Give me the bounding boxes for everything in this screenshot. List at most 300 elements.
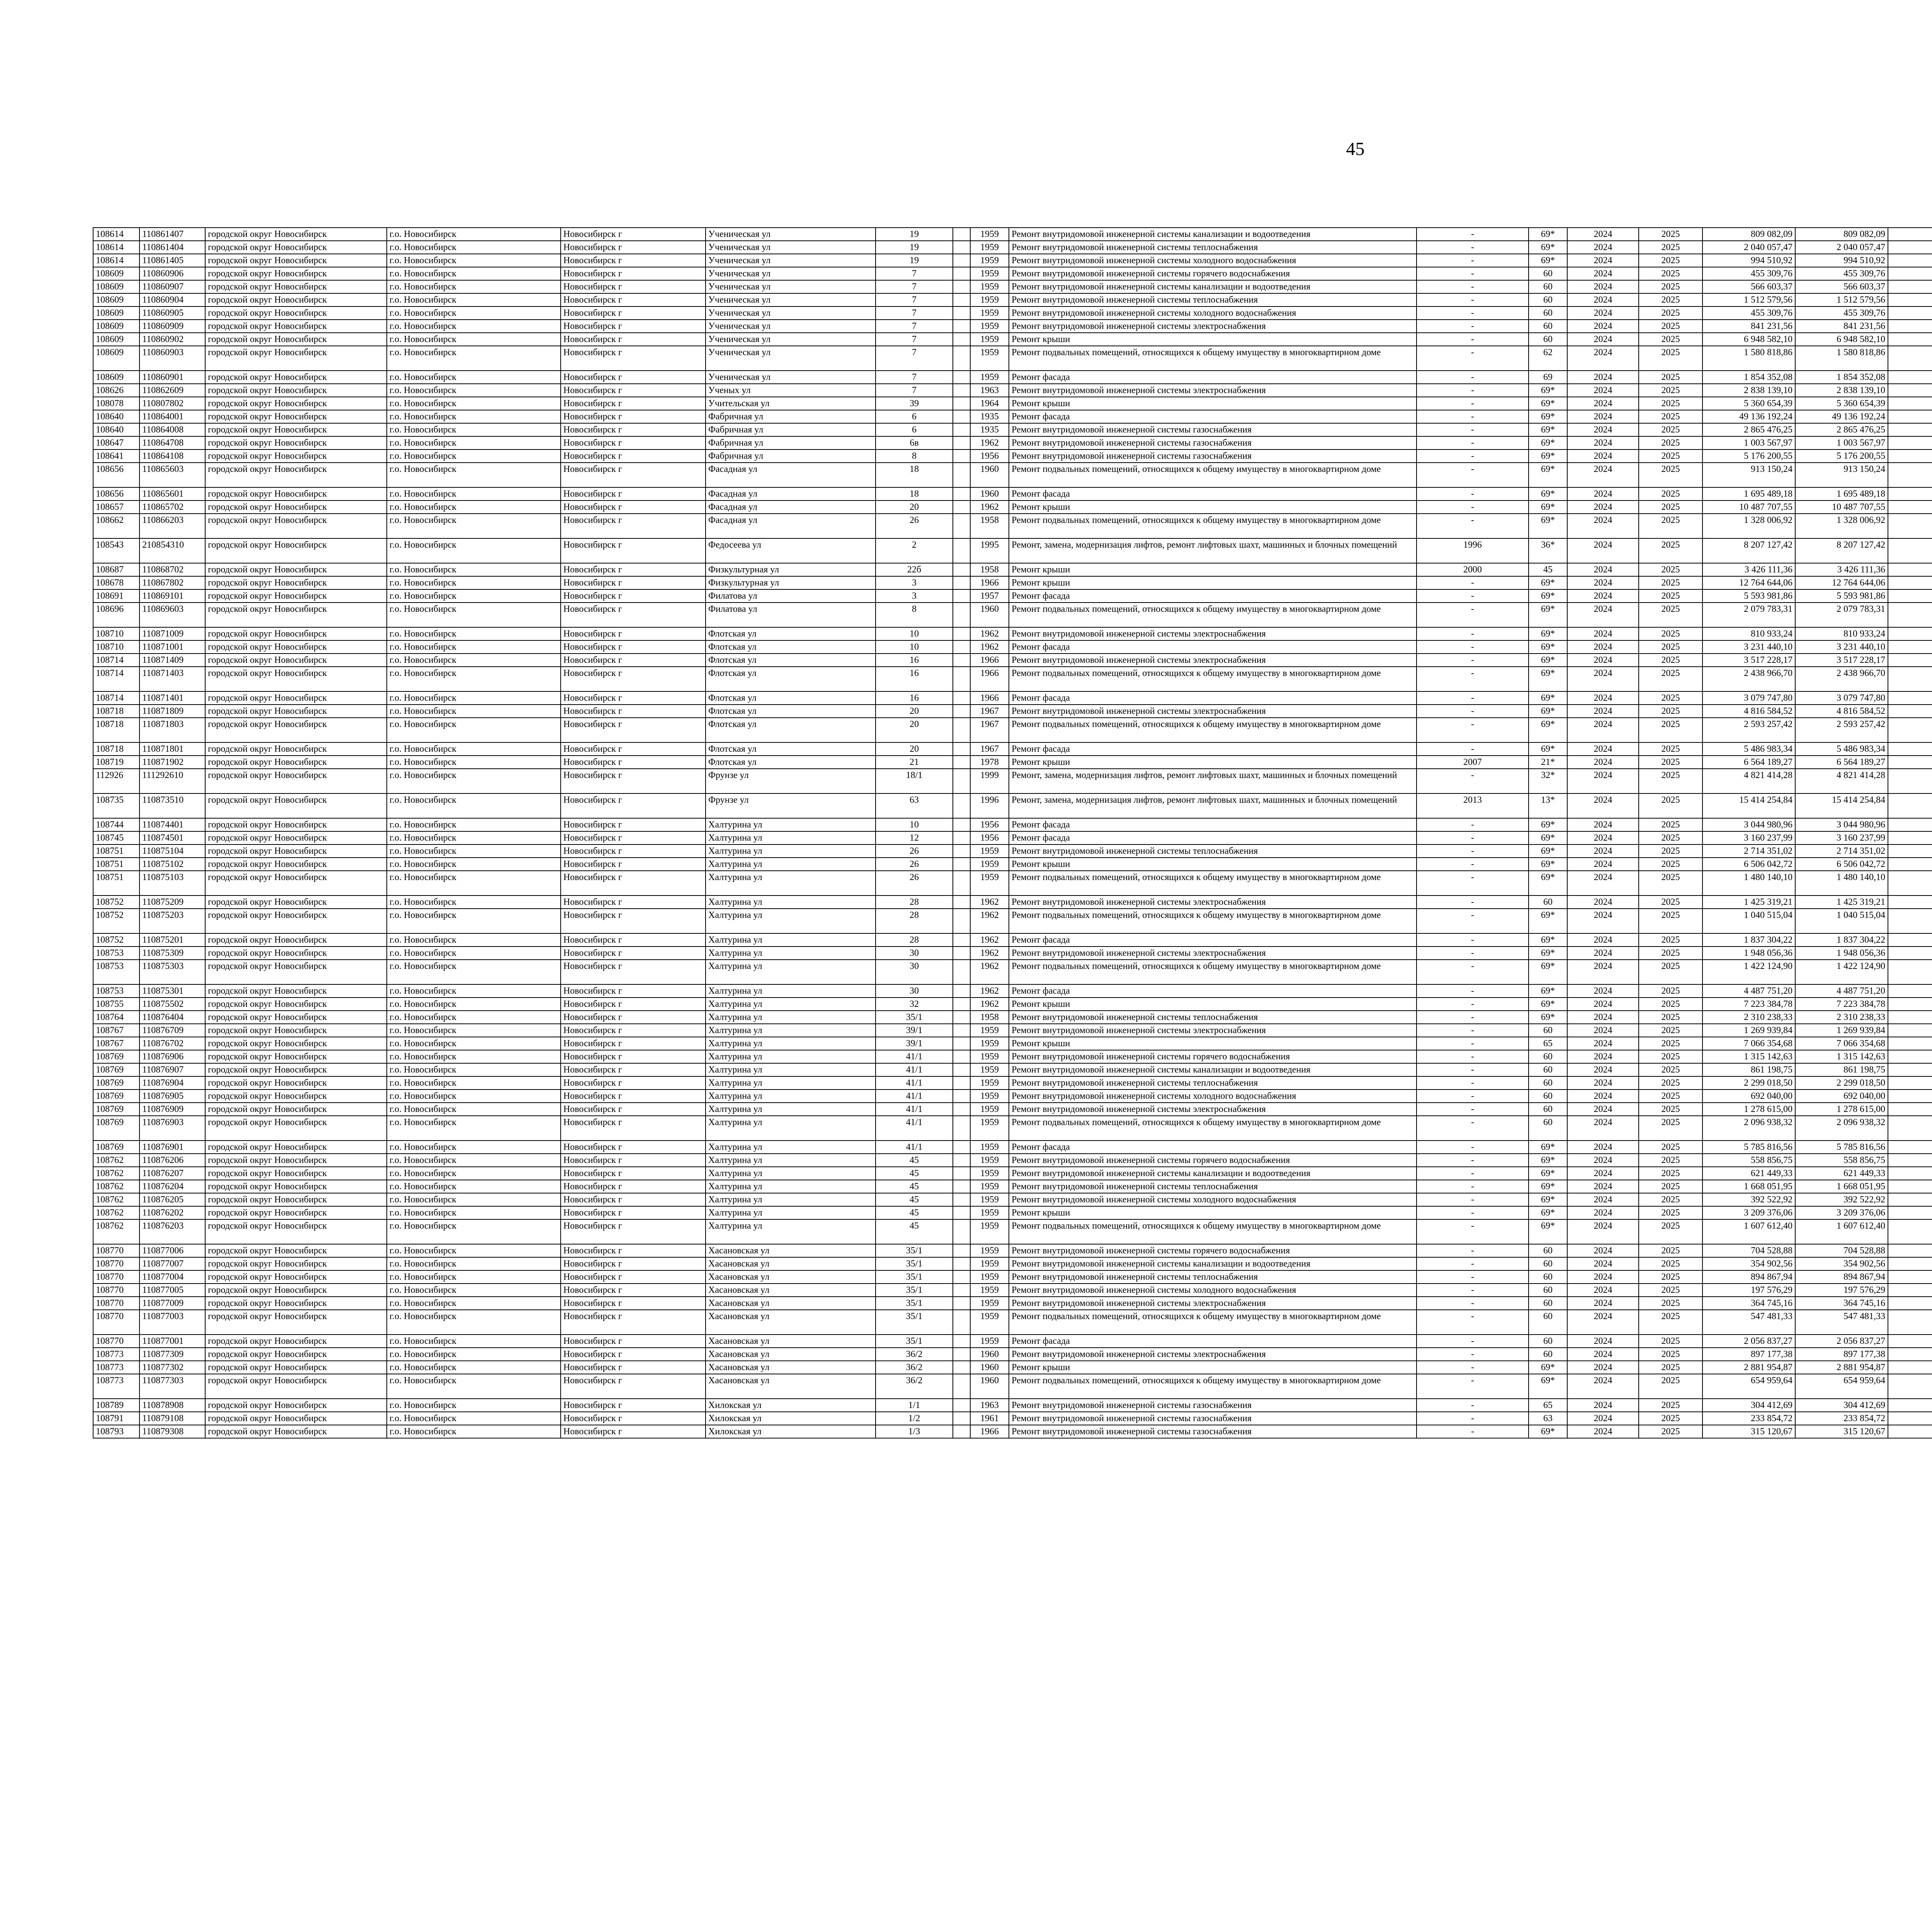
cell-house-number: 41/1 xyxy=(876,1050,953,1063)
cell-locality: Новосибирск г xyxy=(561,831,706,844)
cell-total-cost: 4 821 414,28 xyxy=(1702,769,1795,793)
cell-work-type: Ремонт крыши xyxy=(1009,858,1417,871)
cell-fund-cost: 1 269 939,84 xyxy=(1795,1024,1888,1037)
cell-plan-year-end: 2025 xyxy=(1639,756,1702,769)
cell-last-repair-year: - xyxy=(1417,280,1529,293)
cell-city-district: г.о. Новосибирск xyxy=(387,691,561,705)
cell-house-number: 1/2 xyxy=(876,1412,953,1425)
cell-wear-percent: 45 xyxy=(1529,563,1567,576)
cell-plan-year-start: 2024 xyxy=(1567,1180,1639,1193)
cell-house-number: 35/1 xyxy=(876,1270,953,1284)
cell-house-number: 1/3 xyxy=(876,1425,953,1438)
cell-year-built: 1999 xyxy=(970,769,1009,793)
cell-street: Ученическая ул xyxy=(706,228,876,241)
cell-work-type: Ремонт внутридомовой инженерной системы канализации и водоотведения xyxy=(1009,1257,1417,1270)
cell-street: Флотская ул xyxy=(706,691,876,705)
cell-locality: Новосибирск г xyxy=(561,1270,706,1284)
cell-house-id: 108609 xyxy=(93,320,139,333)
cell-year-built: 1960 xyxy=(970,487,1009,501)
cell-house-number: 3 xyxy=(876,576,953,589)
cell-work-type: Ремонт внутридомовой инженерной системы канализации и водоотведения xyxy=(1009,280,1417,293)
cell-building xyxy=(953,1050,970,1063)
cell-building xyxy=(953,267,970,280)
cell-wear-percent: 69* xyxy=(1529,241,1567,254)
cell-plan-year-end: 2025 xyxy=(1639,280,1702,293)
cell-locality: Новосибирск г xyxy=(561,1090,706,1103)
cell-wear-percent: 36* xyxy=(1529,538,1567,563)
cell-year-built: 1956 xyxy=(970,449,1009,463)
cell-municipality: городской округ Новосибирск xyxy=(205,960,387,984)
cell-wear-percent: 69* xyxy=(1529,933,1567,947)
cell-fund-cost: 1 328 006,92 xyxy=(1795,514,1888,538)
cell-budget-federal xyxy=(1888,1219,1932,1244)
cell-plan-year-start: 2024 xyxy=(1567,718,1639,742)
cell-city-district: г.о. Новосибирск xyxy=(387,1374,561,1399)
table-row xyxy=(93,280,1932,293)
cell-last-repair-year: - xyxy=(1417,463,1529,487)
cell-work-type: Ремонт крыши xyxy=(1009,1037,1417,1050)
cell-plan-year-end: 2025 xyxy=(1639,705,1702,718)
cell-budget-federal xyxy=(1888,1141,1932,1154)
cell-year-built: 1959 xyxy=(970,1050,1009,1063)
table-row xyxy=(93,1011,1932,1024)
cell-year-built: 1960 xyxy=(970,1348,1009,1361)
cell-fund-cost: 15 414 254,84 xyxy=(1795,793,1888,818)
cell-plan-year-start: 2024 xyxy=(1567,1374,1639,1399)
cell-work-id: 110873510 xyxy=(139,793,205,818)
cell-year-built: 1959 xyxy=(970,1063,1009,1076)
cell-locality: Новосибирск г xyxy=(561,436,706,449)
cell-house-number: 45 xyxy=(876,1193,953,1206)
cell-locality: Новосибирск г xyxy=(561,514,706,538)
cell-building xyxy=(953,306,970,320)
cell-last-repair-year: - xyxy=(1417,436,1529,449)
cell-street: Фасадная ул xyxy=(706,514,876,538)
cell-city-district: г.о. Новосибирск xyxy=(387,576,561,589)
table-row xyxy=(93,947,1932,960)
table-row xyxy=(93,603,1932,627)
cell-work-id: 110871902 xyxy=(139,756,205,769)
cell-locality: Новосибирск г xyxy=(561,1219,706,1244)
table-row xyxy=(93,293,1932,306)
cell-total-cost: 10 487 707,55 xyxy=(1702,501,1795,514)
cell-budget-federal xyxy=(1888,1103,1932,1116)
cell-budget-federal xyxy=(1888,1011,1932,1024)
cell-work-id: 110876904 xyxy=(139,1076,205,1090)
cell-street: Хасановская ул xyxy=(706,1335,876,1348)
cell-work-id: 110864108 xyxy=(139,449,205,463)
cell-wear-percent: 69* xyxy=(1529,384,1567,397)
cell-city-district: г.о. Новосибирск xyxy=(387,640,561,654)
cell-year-built: 1962 xyxy=(970,933,1009,947)
cell-budget-federal xyxy=(1888,267,1932,280)
cell-street: Халтурина ул xyxy=(706,998,876,1011)
table-row xyxy=(93,691,1932,705)
cell-last-repair-year: - xyxy=(1417,818,1529,831)
cell-building xyxy=(953,463,970,487)
cell-plan-year-end: 2025 xyxy=(1639,640,1702,654)
cell-budget-federal xyxy=(1888,818,1932,831)
cell-budget-federal xyxy=(1888,1348,1932,1361)
cell-total-cost: 8 207 127,42 xyxy=(1702,538,1795,563)
cell-municipality: городской округ Новосибирск xyxy=(205,1425,387,1438)
cell-building xyxy=(953,1167,970,1180)
cell-building xyxy=(953,603,970,627)
cell-budget-federal xyxy=(1888,640,1932,654)
cell-municipality: городской округ Новосибирск xyxy=(205,909,387,933)
cell-street: Халтурина ул xyxy=(706,1024,876,1037)
cell-wear-percent: 60 xyxy=(1529,320,1567,333)
cell-year-built: 1964 xyxy=(970,397,1009,410)
cell-city-district: г.о. Новосибирск xyxy=(387,449,561,463)
table-row xyxy=(93,241,1932,254)
cell-plan-year-end: 2025 xyxy=(1639,1335,1702,1348)
cell-budget-federal xyxy=(1888,984,1932,998)
cell-locality: Новосибирск г xyxy=(561,1037,706,1050)
cell-last-repair-year: - xyxy=(1417,1399,1529,1412)
cell-house-id: 108769 xyxy=(93,1141,139,1154)
cell-work-id: 110860907 xyxy=(139,280,205,293)
cell-plan-year-end: 2025 xyxy=(1639,563,1702,576)
cell-budget-federal xyxy=(1888,933,1932,947)
cell-plan-year-end: 2025 xyxy=(1639,1270,1702,1284)
cell-wear-percent: 32* xyxy=(1529,769,1567,793)
cell-house-id: 108609 xyxy=(93,267,139,280)
cell-house-id: 108770 xyxy=(93,1270,139,1284)
cell-work-type: Ремонт внутридомовой инженерной системы электроснабжения xyxy=(1009,384,1417,397)
cell-house-number: 18/1 xyxy=(876,769,953,793)
cell-city-district: г.о. Новосибирск xyxy=(387,423,561,436)
cell-municipality: городской округ Новосибирск xyxy=(205,718,387,742)
cell-work-type: Ремонт подвальных помещений, относящихся к общему имуществу в многоквартирном доме xyxy=(1009,1219,1417,1244)
cell-house-number: 22б xyxy=(876,563,953,576)
cell-year-built: 1957 xyxy=(970,589,1009,603)
cell-work-type: Ремонт внутридомовой инженерной системы теплоснабжения xyxy=(1009,241,1417,254)
cell-year-built: 1962 xyxy=(970,909,1009,933)
cell-building xyxy=(953,947,970,960)
cell-house-id: 108753 xyxy=(93,960,139,984)
cell-house-id: 108762 xyxy=(93,1154,139,1167)
cell-municipality: городской округ Новосибирск xyxy=(205,998,387,1011)
cell-budget-federal xyxy=(1888,1090,1932,1103)
table-row xyxy=(93,1361,1932,1374)
cell-budget-federal xyxy=(1888,947,1932,960)
cell-work-id: 110865702 xyxy=(139,501,205,514)
cell-city-district: г.о. Новосибирск xyxy=(387,705,561,718)
cell-municipality: городской округ Новосибирск xyxy=(205,1180,387,1193)
cell-street: Халтурина ул xyxy=(706,1076,876,1090)
cell-plan-year-start: 2024 xyxy=(1567,1103,1639,1116)
cell-last-repair-year: - xyxy=(1417,501,1529,514)
cell-municipality: городской округ Новосибирск xyxy=(205,1335,387,1348)
cell-last-repair-year: - xyxy=(1417,293,1529,306)
cell-plan-year-start: 2024 xyxy=(1567,280,1639,293)
cell-total-cost: 2 299 018,50 xyxy=(1702,1076,1795,1090)
cell-plan-year-end: 2025 xyxy=(1639,384,1702,397)
cell-budget-federal xyxy=(1888,769,1932,793)
cell-municipality: городской округ Новосибирск xyxy=(205,576,387,589)
cell-house-number: 1/1 xyxy=(876,1399,953,1412)
cell-house-number: 35/1 xyxy=(876,1011,953,1024)
cell-wear-percent: 60 xyxy=(1529,1335,1567,1348)
cell-total-cost: 1 003 567,97 xyxy=(1702,436,1795,449)
cell-wear-percent: 65 xyxy=(1529,1037,1567,1050)
cell-city-district: г.о. Новосибирск xyxy=(387,228,561,241)
cell-municipality: городской округ Новосибирск xyxy=(205,793,387,818)
cell-wear-percent: 69* xyxy=(1529,436,1567,449)
cell-plan-year-start: 2024 xyxy=(1567,384,1639,397)
cell-street: Халтурина ул xyxy=(706,1180,876,1193)
cell-city-district: г.о. Новосибирск xyxy=(387,1076,561,1090)
cell-plan-year-start: 2024 xyxy=(1567,947,1639,960)
table-row xyxy=(93,371,1932,384)
cell-plan-year-start: 2024 xyxy=(1567,793,1639,818)
cell-street: Ученическая ул xyxy=(706,320,876,333)
cell-year-built: 1959 xyxy=(970,858,1009,871)
cell-budget-federal xyxy=(1888,627,1932,640)
cell-plan-year-end: 2025 xyxy=(1639,718,1702,742)
cell-plan-year-end: 2025 xyxy=(1639,1141,1702,1154)
cell-last-repair-year: - xyxy=(1417,1050,1529,1063)
cell-last-repair-year: - xyxy=(1417,1011,1529,1024)
cell-fund-cost: 2 714 351,02 xyxy=(1795,844,1888,858)
cell-locality: Новосибирск г xyxy=(561,320,706,333)
cell-total-cost: 3 517 228,17 xyxy=(1702,654,1795,667)
cell-plan-year-start: 2024 xyxy=(1567,1090,1639,1103)
cell-house-id: 108770 xyxy=(93,1335,139,1348)
cell-locality: Новосибирск г xyxy=(561,947,706,960)
cell-work-type: Ремонт внутридомовой инженерной системы теплоснабжения xyxy=(1009,1011,1417,1024)
cell-work-id: 110876207 xyxy=(139,1167,205,1180)
cell-last-repair-year: - xyxy=(1417,346,1529,371)
cell-house-number: 41/1 xyxy=(876,1116,953,1141)
cell-municipality: городской округ Новосибирск xyxy=(205,654,387,667)
cell-street: Ученическая ул xyxy=(706,333,876,346)
cell-building xyxy=(953,1011,970,1024)
cell-street: Халтурина ул xyxy=(706,1141,876,1154)
cell-street: Хасановская ул xyxy=(706,1297,876,1310)
cell-house-id: 108640 xyxy=(93,423,139,436)
cell-last-repair-year: - xyxy=(1417,718,1529,742)
cell-work-type: Ремонт фасада xyxy=(1009,933,1417,947)
cell-municipality: городской округ Новосибирск xyxy=(205,603,387,627)
cell-wear-percent: 69* xyxy=(1529,654,1567,667)
cell-year-built: 1962 xyxy=(970,896,1009,909)
cell-year-built: 1960 xyxy=(970,463,1009,487)
cell-fund-cost: 1 948 056,36 xyxy=(1795,947,1888,960)
cell-year-built: 1959 xyxy=(970,267,1009,280)
cell-last-repair-year: - xyxy=(1417,844,1529,858)
cell-city-district: г.о. Новосибирск xyxy=(387,984,561,998)
cell-work-type: Ремонт подвальных помещений, относящихся к общему имуществу в многоквартирном доме xyxy=(1009,960,1417,984)
cell-city-district: г.о. Новосибирск xyxy=(387,514,561,538)
table-row xyxy=(93,818,1932,831)
cell-plan-year-start: 2024 xyxy=(1567,871,1639,896)
table-row xyxy=(93,627,1932,640)
cell-house-number: 20 xyxy=(876,742,953,756)
cell-plan-year-end: 2025 xyxy=(1639,960,1702,984)
cell-house-number: 6 xyxy=(876,423,953,436)
cell-house-id: 108751 xyxy=(93,844,139,858)
cell-municipality: городской округ Новосибирск xyxy=(205,589,387,603)
cell-building xyxy=(953,871,970,896)
cell-street: Хилокская ул xyxy=(706,1399,876,1412)
cell-work-type: Ремонт подвальных помещений, относящихся к общему имуществу в многоквартирном доме xyxy=(1009,1310,1417,1335)
cell-locality: Новосибирск г xyxy=(561,1361,706,1374)
cell-total-cost: 1 837 304,22 xyxy=(1702,933,1795,947)
cell-plan-year-start: 2024 xyxy=(1567,769,1639,793)
cell-city-district: г.о. Новосибирск xyxy=(387,1335,561,1348)
cell-municipality: городской округ Новосибирск xyxy=(205,1257,387,1270)
cell-house-id: 108609 xyxy=(93,371,139,384)
cell-house-id: 108656 xyxy=(93,463,139,487)
table-row xyxy=(93,1244,1932,1257)
cell-wear-percent: 69* xyxy=(1529,1193,1567,1206)
cell-work-id: 110877004 xyxy=(139,1270,205,1284)
cell-house-number: 35/1 xyxy=(876,1310,953,1335)
cell-last-repair-year: - xyxy=(1417,603,1529,627)
cell-work-id: 110876901 xyxy=(139,1141,205,1154)
cell-street: Физкультурная ул xyxy=(706,576,876,589)
cell-street: Халтурина ул xyxy=(706,984,876,998)
cell-last-repair-year: - xyxy=(1417,1425,1529,1438)
cell-city-district: г.о. Новосибирск xyxy=(387,667,561,691)
cell-fund-cost: 841 231,56 xyxy=(1795,320,1888,333)
cell-fund-cost: 1 278 615,00 xyxy=(1795,1103,1888,1116)
cell-house-number: 36/2 xyxy=(876,1374,953,1399)
cell-budget-federal xyxy=(1888,1310,1932,1335)
table-row xyxy=(93,538,1932,563)
cell-plan-year-start: 2024 xyxy=(1567,333,1639,346)
cell-municipality: городской округ Новосибирск xyxy=(205,1116,387,1141)
cell-year-built: 1959 xyxy=(970,1284,1009,1297)
cell-house-number: 28 xyxy=(876,896,953,909)
cell-house-id: 108641 xyxy=(93,449,139,463)
cell-house-number: 26 xyxy=(876,858,953,871)
cell-municipality: городской округ Новосибирск xyxy=(205,1141,387,1154)
cell-fund-cost: 621 449,33 xyxy=(1795,1167,1888,1180)
cell-plan-year-end: 2025 xyxy=(1639,1206,1702,1219)
cell-street: Ученическая ул xyxy=(706,371,876,384)
cell-plan-year-start: 2024 xyxy=(1567,1024,1639,1037)
cell-year-built: 1996 xyxy=(970,793,1009,818)
cell-plan-year-start: 2024 xyxy=(1567,858,1639,871)
cell-wear-percent: 60 xyxy=(1529,896,1567,909)
cell-work-id: 110861405 xyxy=(139,254,205,267)
table-row xyxy=(93,254,1932,267)
cell-total-cost: 897 177,38 xyxy=(1702,1348,1795,1361)
cell-total-cost: 1 668 051,95 xyxy=(1702,1180,1795,1193)
cell-locality: Новосибирск г xyxy=(561,306,706,320)
cell-last-repair-year: - xyxy=(1417,1361,1529,1374)
cell-year-built: 1959 xyxy=(970,1167,1009,1180)
cell-plan-year-start: 2024 xyxy=(1567,960,1639,984)
cell-municipality: городской округ Новосибирск xyxy=(205,228,387,241)
cell-work-type: Ремонт подвальных помещений, относящихся к общему имуществу в многоквартирном доме xyxy=(1009,667,1417,691)
cell-work-id: 110876907 xyxy=(139,1063,205,1076)
cell-house-id: 108626 xyxy=(93,384,139,397)
table-row xyxy=(93,1219,1932,1244)
table-row xyxy=(93,896,1932,909)
cell-plan-year-end: 2025 xyxy=(1639,1310,1702,1335)
cell-house-id: 108789 xyxy=(93,1399,139,1412)
cell-house-id: 108770 xyxy=(93,1284,139,1297)
cell-wear-percent: 69* xyxy=(1529,1167,1567,1180)
table-row xyxy=(93,933,1932,947)
cell-wear-percent: 60 xyxy=(1529,1310,1567,1335)
cell-building xyxy=(953,1116,970,1141)
cell-plan-year-start: 2024 xyxy=(1567,603,1639,627)
cell-city-district: г.о. Новосибирск xyxy=(387,463,561,487)
cell-last-repair-year: - xyxy=(1417,1154,1529,1167)
cell-city-district: г.о. Новосибирск xyxy=(387,933,561,947)
cell-last-repair-year: - xyxy=(1417,858,1529,871)
cell-work-type: Ремонт внутридомовой инженерной системы холодного водоснабжения xyxy=(1009,1193,1417,1206)
cell-wear-percent: 60 xyxy=(1529,280,1567,293)
cell-total-cost: 2 714 351,02 xyxy=(1702,844,1795,858)
cell-plan-year-start: 2024 xyxy=(1567,589,1639,603)
cell-building xyxy=(953,293,970,306)
cell-municipality: городской округ Новосибирск xyxy=(205,1063,387,1076)
cell-building xyxy=(953,254,970,267)
cell-last-repair-year: - xyxy=(1417,1141,1529,1154)
cell-fund-cost: 3 044 980,96 xyxy=(1795,818,1888,831)
cell-city-district: г.о. Новосибирск xyxy=(387,1348,561,1361)
cell-last-repair-year: - xyxy=(1417,267,1529,280)
cell-budget-federal xyxy=(1888,1270,1932,1284)
cell-budget-federal xyxy=(1888,1206,1932,1219)
cell-fund-cost: 2 438 966,70 xyxy=(1795,667,1888,691)
cell-total-cost: 5 785 816,56 xyxy=(1702,1141,1795,1154)
cell-work-type: Ремонт фасада xyxy=(1009,371,1417,384)
cell-budget-federal xyxy=(1888,1361,1932,1374)
table-row xyxy=(93,267,1932,280)
cell-budget-federal xyxy=(1888,718,1932,742)
cell-year-built: 1959 xyxy=(970,1141,1009,1154)
cell-year-built: 1959 xyxy=(970,333,1009,346)
table-row xyxy=(93,501,1932,514)
cell-house-id: 108767 xyxy=(93,1024,139,1037)
cell-budget-federal xyxy=(1888,423,1932,436)
table-row xyxy=(93,960,1932,984)
cell-building xyxy=(953,896,970,909)
cell-house-number: 32 xyxy=(876,998,953,1011)
cell-work-id: 110864708 xyxy=(139,436,205,449)
cell-work-id: 110860906 xyxy=(139,267,205,280)
cell-building xyxy=(953,1090,970,1103)
cell-total-cost: 304 412,69 xyxy=(1702,1399,1795,1412)
cell-locality: Новосибирск г xyxy=(561,960,706,984)
cell-budget-federal xyxy=(1888,1037,1932,1050)
cell-year-built: 1962 xyxy=(970,627,1009,640)
cell-building xyxy=(953,1399,970,1412)
cell-year-built: 1958 xyxy=(970,1011,1009,1024)
cell-work-id: 110864008 xyxy=(139,423,205,436)
cell-plan-year-end: 2025 xyxy=(1639,871,1702,896)
table-row xyxy=(93,1090,1932,1103)
cell-total-cost: 455 309,76 xyxy=(1702,306,1795,320)
cell-total-cost: 809 082,09 xyxy=(1702,228,1795,241)
cell-wear-percent: 69* xyxy=(1529,844,1567,858)
cell-total-cost: 392 522,92 xyxy=(1702,1193,1795,1206)
cell-budget-federal xyxy=(1888,1024,1932,1037)
cell-total-cost: 5 486 983,34 xyxy=(1702,742,1795,756)
cell-city-district: г.о. Новосибирск xyxy=(387,293,561,306)
cell-house-id: 108718 xyxy=(93,742,139,756)
cell-municipality: городской округ Новосибирск xyxy=(205,1297,387,1310)
cell-plan-year-end: 2025 xyxy=(1639,603,1702,627)
cell-plan-year-end: 2025 xyxy=(1639,1284,1702,1297)
